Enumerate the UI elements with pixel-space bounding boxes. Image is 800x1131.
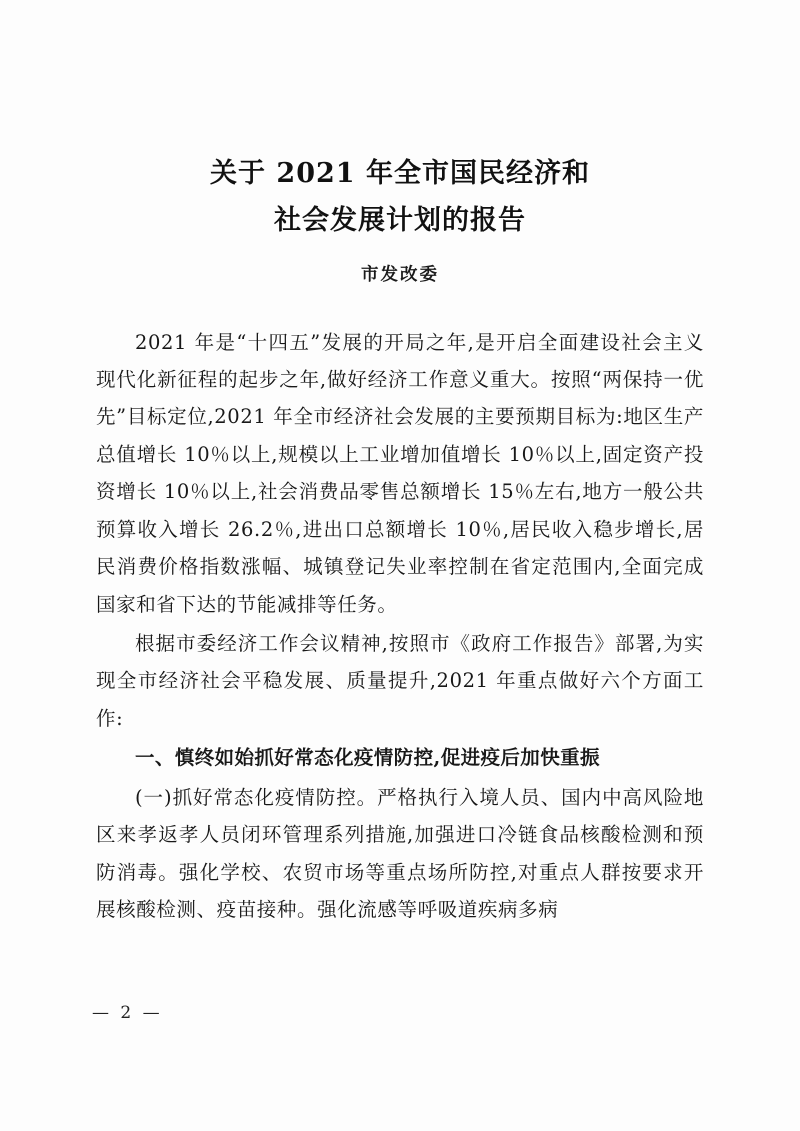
- page-title-line-1: 关于 2021 年全市国民经济和: [210, 158, 590, 189]
- document-body: [96, 150, 704, 929]
- document-author: 市发改委: [361, 264, 439, 285]
- paragraph-3: (一)抓好常态化疫情防控。严格执行入境人员、国内中高风险地区来孝返孝人员闭环管理系列措施,加强进口冷链食品核酸检测和预防消毒。强化学校、农贸市场等重点场所防控,对重点人群按要求开展核酸检测、疫苗接种。强化流感等呼吸道疾病多病: [96, 785, 704, 922]
- document-paragraphs: [96, 324, 704, 929]
- section-heading-1: 一、慎终如始抓好常态化疫情防控,促进疫后加快重振: [135, 746, 600, 770]
- page-title-line-2: 社会发展计划的报告: [274, 205, 526, 237]
- page-number: — 2 —: [92, 1003, 163, 1023]
- page-title: [96, 150, 704, 245]
- paragraph-1: 2021 年是“十四五”发展的开局之年,是开启全面建设社会主义现代化新征程的起步之年,做好经济工作意义重大。按照“两保持一优先”目标定位,2021 年全市经济社会发展的主要预期目标为:地区生产总值增长 10％以上,规模以上工业增加值增长 10％以上,固定资产投资增长 10％以上,社会消费品零售总额增长 15％左右,地方一般公共预算收入增长 26.2％,进出口总额增长 10％,居民收入稳步增长,居民消费价格指数涨幅、城镇登记失业率控制在省定范围内,全面完成国家和省下达的节能减排等任务。: [96, 330, 704, 616]
- paragraph-2: 根据市委经济工作会议精神,按照市《政府工作报告》部署,为实现全市经济社会平稳发展、质量提升,2021 年重点做好六个方面工作:: [96, 632, 704, 730]
